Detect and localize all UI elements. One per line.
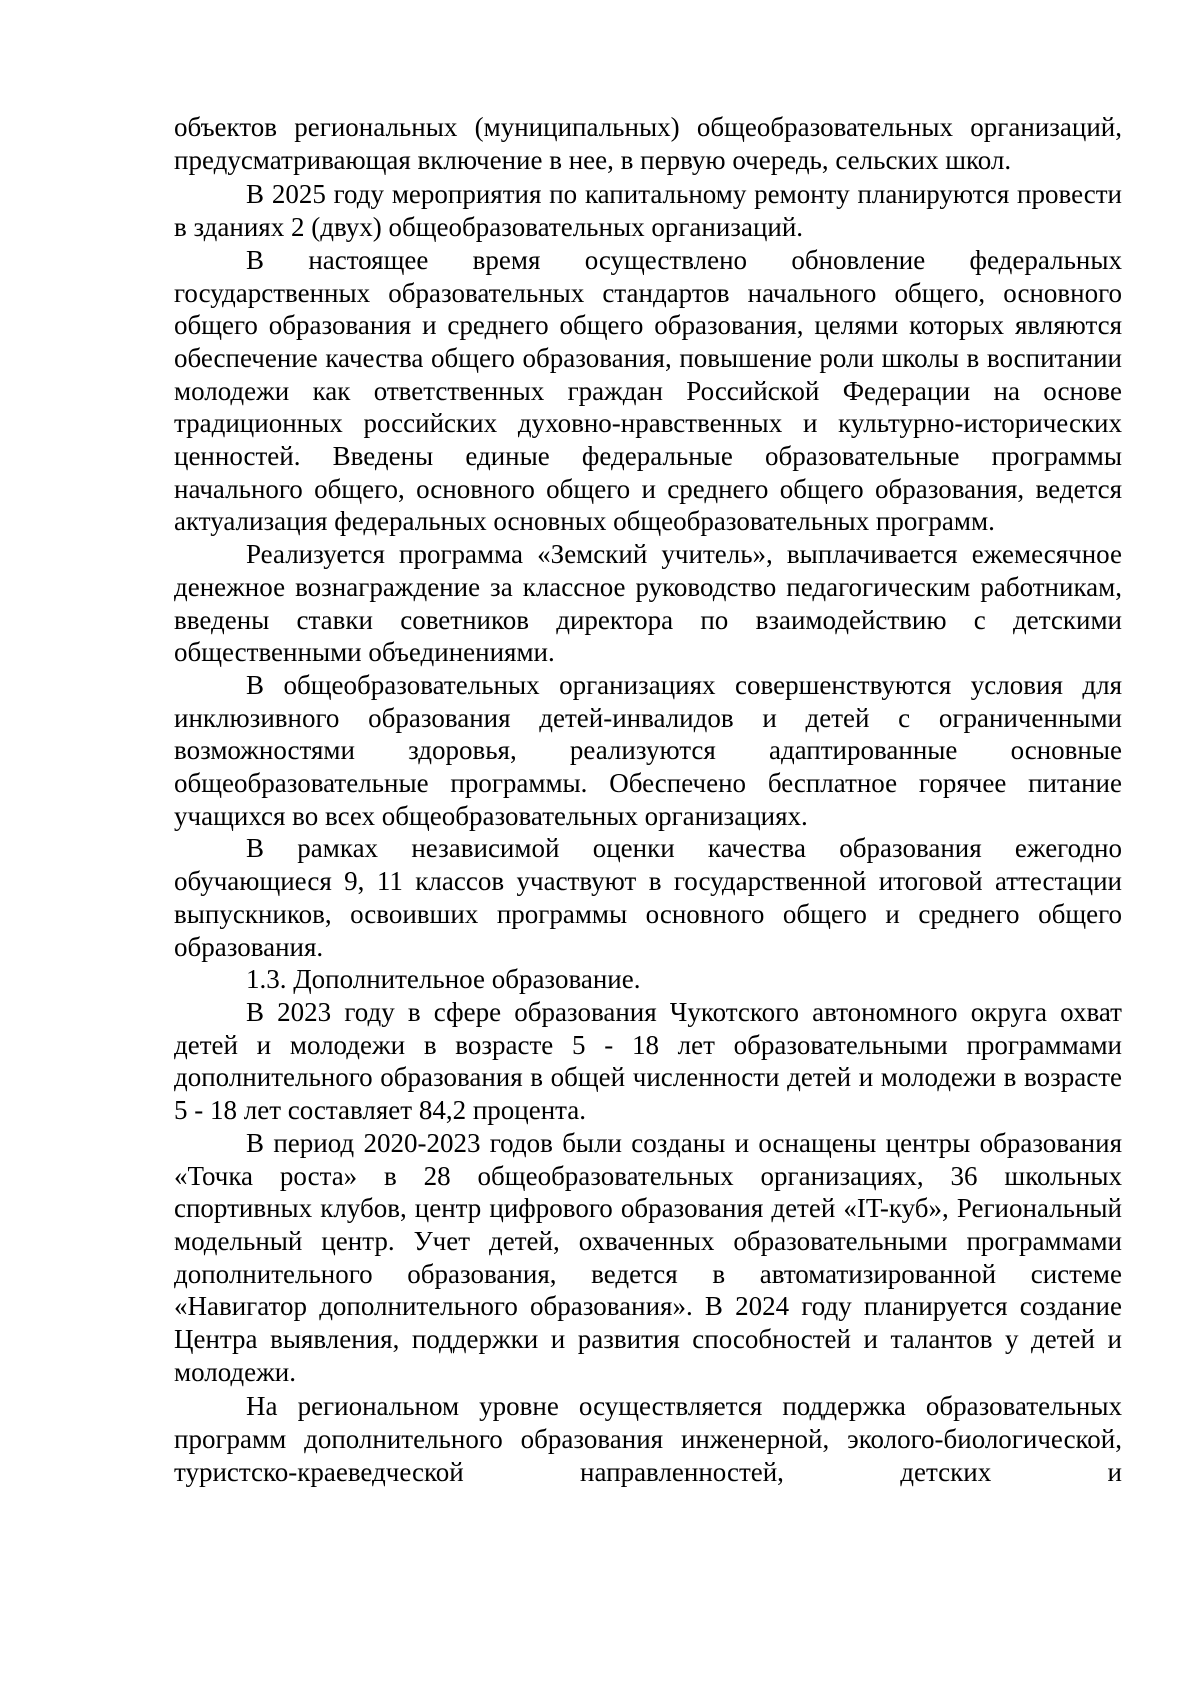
paragraph-3: В настоящее время осуществлено обновление федеральных государственных образовательных стандартов начального общего, основного общего образования и среднего общего образования, целями которых являются обеспечение качества общего образования, повышение роли школы в воспитании молодежи как ответственных граждан Российской Федерации на основе традиционных российских духовно-нравственных и культурно-исторических ценностей. Введены единые федеральные образовательные программы начального общего, основного общего и среднего общего образования, ведется актуализация федеральных основных общеобразовательных программ. xyxy=(174,244,1122,537)
section-heading: 1.3. Дополнительное образование. xyxy=(246,964,641,995)
paragraph-7: В 2023 году в сфере образования Чукотского автономного округа охват детей и молодежи в возрасте 5 - 18 лет образовательными программами дополнительного образования в общей численности детей и молодежи в возрасте 5 - 18 лет составляет 84,2 процента. xyxy=(174,996,1122,1126)
paragraph-6: В рамках независимой оценки качества образования ежегодно обучающиеся 9, 11 классов участвуют в государственной итоговой аттестации выпускников, освоивших программы основного общего и среднего общего образования. xyxy=(174,833,1122,962)
paragraph-8: В период 2020-2023 годов были созданы и оснащены центры образования «Точка роста» в 28 общеобразовательных организациях, 36 школьных спортивных клубов, центр цифрового образования детей «IT-куб», Региональный модельный центр. Учет детей, охваченных образовательными программами дополнительного образования, ведется в автоматизированной системе «Навигатор дополнительного образования». В 2024 году планируется создание Центра выявления, поддержки и развития способностей и талантов у детей и молодежи. xyxy=(174,1127,1122,1387)
document-page xyxy=(174,111,1122,1489)
paragraph-9: На региональном уровне осуществляется поддержка образовательных программ дополнительного образования инженерной, эколого-биологической, туристско-краеведческой направленностей, детских и xyxy=(174,1391,1122,1487)
paragraph-4: Реализуется программа «Земский учитель», выплачивается ежемесячное денежное вознаграждение за классное руководство педагогическим работникам, введены ставки советников директора по взаимодействию с детскими общественными объединениями. xyxy=(174,539,1122,668)
paragraph-2: В 2025 году мероприятия по капитальному ремонту планируются провести в зданиях 2 (двух) общеобразовательных организаций. xyxy=(174,179,1122,243)
paragraph-1: объектов региональных (муниципальных) общеобразовательных организаций, предусматривающая включение в нее, в первую очередь, сельских школ. xyxy=(174,112,1122,175)
paragraph-5: В общеобразовательных организациях совершенствуются условия для инклюзивного образования детей-инвалидов и детей с ограниченными возможностями здоровья, реализуются адаптированные основные общеобразовательные программы. Обеспечено бесплатное горячее питание учащихся во всех общеобразовательных организациях. xyxy=(174,669,1122,831)
